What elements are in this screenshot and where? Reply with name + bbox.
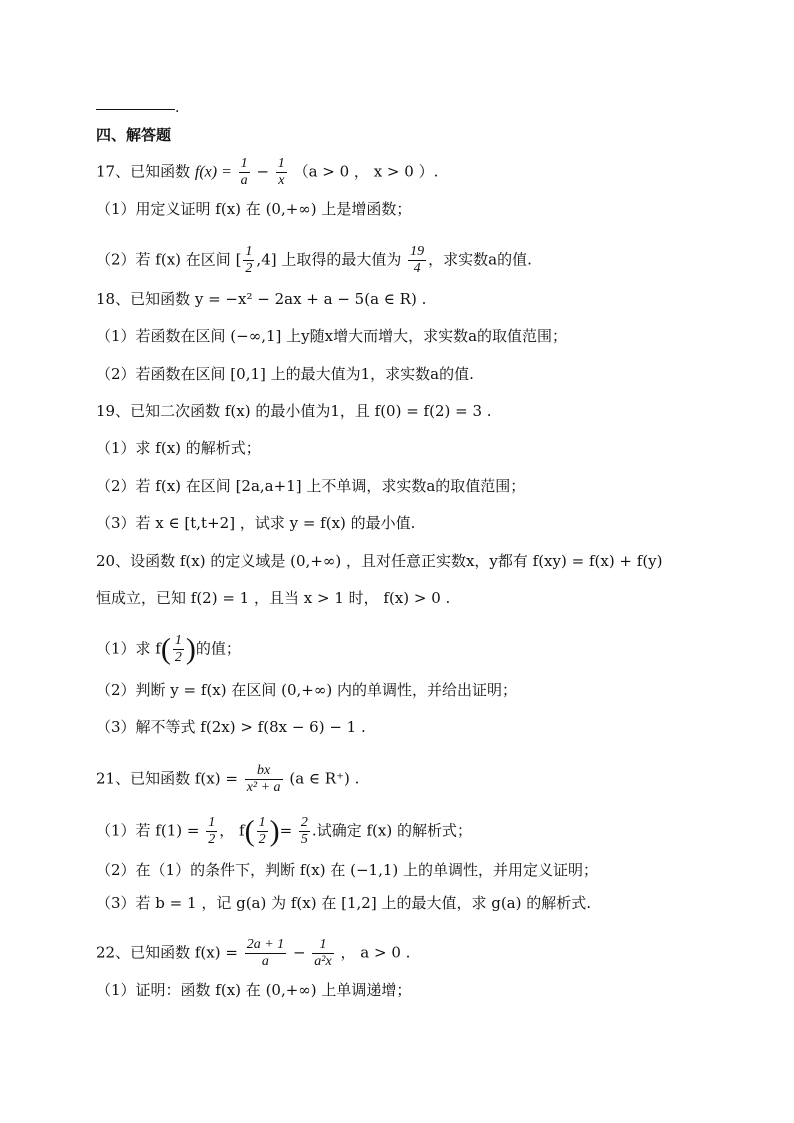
q18-stem: 18、已知函数 y = −x² − 2ax + a − 5(a ∈ R) . [96, 290, 427, 308]
q19-part3: （3）若 x ∈ [t,t+2] ，试求 y = f(x) 的最小值. [96, 514, 416, 532]
q20-part2: （2）判断 y = f(x) 在区间 (0,+∞) 内的单调性，并给出证明； [96, 681, 517, 699]
q17-part2: （2）若 f(x) 在区间 [ $\frac{1}{2}$ ,4] 上取得的最大值为 $\frac{19}{4}$ ，求实数a的值. [96, 244, 532, 276]
blank-period: . [175, 100, 180, 116]
fraction: $\frac{1}{\text{a²x}}$ [314, 937, 332, 969]
fraction: $\frac{1}{2}$ [208, 815, 216, 847]
q20-stem-line1: 20、设函数 f(x) 的定义域是 (0,+∞) ，且对任意正实数x，y都有 f(xy) = f(x) + f(y) [96, 552, 663, 570]
q21-part3: （3）若 b = 1 ，记 g(a) 为 f(x) 在 [1,2] 上的最大值，求 g(a) 的解析式. [96, 894, 592, 912]
q21-part2: （2）在（1）的条件下，判断 f(x) 在 (−1,1) 上的单调性，并用定义证明； [96, 861, 599, 879]
fraction: $\frac{1}{x}$ [277, 156, 285, 188]
q20-part1: （1）求 f( $\frac{1}{2}$ )的值； [96, 632, 241, 666]
q21-part1: （1）若 f(1) = $\frac{1}{2}$ ， f( $\frac{1}{2}$ )= $\frac{2}{5}$ .试确定 f(x) 的解析式； [96, 814, 472, 848]
q20-part3: （3）解不等式 f(2x) > f(8x − 6) − 1 . [96, 718, 366, 736]
q19-part2: （2）若 f(x) 在区间 [2a,a+1] 上不单调，求实数a的取值范围； [96, 477, 526, 495]
q19-stem: 19、已知二次函数 f(x) 的最小值为1，且 f(0) = f(2) = 3 . [96, 402, 492, 420]
fraction: $\frac{2}{5}$ [300, 815, 308, 847]
q22-part1: （1）证明：函数 f(x) 在 (0,+∞) 上单调递增； [96, 981, 412, 999]
fraction: $\frac{19}{4}$ [410, 244, 425, 276]
fraction: $\frac{2a + 1}{a}$ [246, 937, 285, 969]
fraction: $\frac{1}{2}$ [258, 815, 266, 847]
q17-part1: （1）用定义证明 f(x) 在 (0,+∞) 上是增函数； [96, 200, 412, 218]
fraction: $\frac{bx}{\text{x² + a}}$ [246, 763, 281, 795]
q20-stem-line2: 恒成立，已知 f(2) = 1 ，且当 x > 1 时， f(x) > 0 . [96, 589, 451, 607]
fraction: $\frac{1}{2}$ [245, 244, 253, 276]
q22-stem: 22、已知函数 f(x) = $\frac{2a + 1}{a}$ − $\frac{1}{\text{a²x}}$ ， a > 0 . [96, 937, 411, 969]
q19-part1: （1）求 f(x) 的解析式； [96, 439, 261, 457]
q17-stem: 17、已知函数 f(x) = $\frac{1}{a}$ − $\frac{1}{x}$ （a > 0 ， x > 0 ）. [96, 156, 439, 188]
answer-blank-line [96, 109, 175, 110]
fraction: $\frac{1}{a}$ [240, 156, 248, 188]
fraction: $\frac{1}{2}$ [174, 633, 182, 665]
q21-stem: 21、已知函数 f(x) = $\frac{bx}{\text{x² + a}}$ (a ∈ R⁺) . [96, 763, 360, 795]
q18-part2: （2）若函数在区间 [0,1] 上的最大值为1，求实数a的值. [96, 365, 474, 383]
q18-part1: （1）若函数在区间 (−∞,1] 上y随x增大而增大，求实数a的取值范围； [96, 327, 568, 345]
section-heading: 四、解答题 [96, 126, 172, 144]
